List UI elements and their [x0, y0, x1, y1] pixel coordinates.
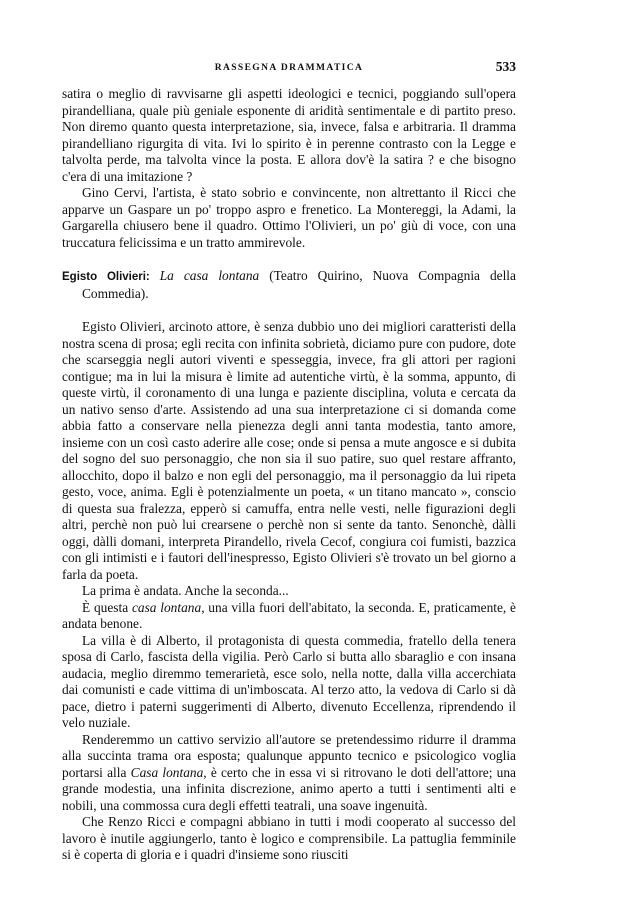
paragraph-5-text-b: , una villa fuori dell'abitato, la seconda. E, praticamente, è andata benone.	[62, 599, 516, 631]
review-heading	[62, 268, 516, 302]
page-header	[62, 59, 516, 79]
paragraph-6: La villa è di Alberto, il protagonista di questa commedia, fratello della tenera sposa di Carlo, fascista della vigilia. Però Carlo si butta allo sbaraglio e con insana audacia, meglio diremmo temerarietà, esce solo, nella notte, dalla villa accerchiata dai comunisti e cade vittima di un'imboscata. Al terzo atto, la vedova di Carlo si dà pace, dietro i paterni suggerimenti di Alberto, divenuto Eccellenza, riprendendo il velo nuziale.	[62, 632, 516, 730]
page-number: 533	[495, 59, 516, 74]
review-venue: (Teatro Quirino, Nuova Compagnia della Commedia).	[82, 268, 516, 301]
article-body	[62, 86, 516, 864]
paragraph-7-italic: Casa lontana	[130, 764, 204, 780]
paragraph-2: Gino Cervi, l'artista, è stato sobrio e convincente, non altrettanto il Ricci che apparve un Gaspare un po' troppo aspro e frenetico. La Montereggi, la Adami, la Gargarella chiusero bene il quadro. Ottimo l'Olivieri, un po' giù di voce, con una truccatura felicissima e un tratto ammirevole.	[62, 185, 516, 250]
paragraph-4: La prima è andata. Anche la seconda...	[82, 583, 289, 598]
paragraph-5	[62, 600, 516, 633]
paragraph-7-text-b: , è certo che in essa vi si ritrovano le doti dell'attore; una grande modestia, una infinita discrezione, animo aperto a tutti i sentimenti alti e nobili, una commossa cura degli effetti teatrali, una soave ingenuità.	[62, 764, 516, 813]
running-title: RASSEGNA DRAMMATICA	[214, 63, 364, 73]
paragraph-3: Egisto Olivieri, arcinoto attore, è senza dubbio uno dei migliori caratteristi della nostra scena di prosa; egli recita con infinita sobrietà, diciamo pure con pudore, dote che scarseggia negli autori viventi e spesseggia, invece, fra gli attori per ragioni contigue; ma in lui la misura è limite ad autentiche virtù, è la somma, appunto, di queste virtù, il coronamento di una lunga e paziente disciplina, voluta e cercata da un nativo senso d'arte. Assistendo ad una sua interpretazione ci si domanda come abbia fatto a conservare nella pienezza degli anni tanta modestia, tanto amore, insieme con un così casto aderire alle cose; onde si pensa a mute angosce e si dubita del sogno del suo personaggio, che non sia il suo patire, suo quel restare affranto, allocchito, dopo il balzo e non egli del personaggio, ma il personaggio da lui ripeta gesto, voce, anima. Egli è potenzialmente un poeta, « un titano mancato », conscio di questa sua fralezza, epperò si camuffa, entra nelle vesti, nelle figurazioni degli altri, perchè non può lui crearsene o perchè non si sente da tanto. Senonchè, dàlli oggi, dàlli domani, interpreta Pirandello, rivela Cecof, congiura coi fumisti, bazzica con gli intimisti e i fautori dell'inespresso, Egisto Olivieri s'è trovato un bel giorno a farla da poeta.	[62, 319, 516, 582]
paragraph-5-text-a: È questa	[82, 599, 129, 615]
paragraph-8: Che Renzo Ricci e compagni abbiano in tutti i modi cooperato al successo del lavoro è inutile aggiungerlo, tanto è logico e comprensibile. La pattuglia femminile si è coperta di gloria e i quadri d'insieme sono riusciti	[62, 814, 516, 862]
review-author: Egisto Olivieri:	[62, 271, 150, 283]
paragraph-5-italic: casa lontana	[131, 599, 202, 615]
paragraph-7	[62, 732, 516, 815]
review-play-title: La casa lontana	[159, 268, 260, 283]
paragraph-7-text-a: Renderemmo un cattivo servizio all'autore se pretendessimo ridurre il dramma alla succinta trama ora esposta; qualunque appunto tecnico e psicologico voglia portarsi alla	[62, 731, 516, 780]
paragraph-1: satira o meglio di ravvisarne gli aspetti ideologici e tecnici, poggiando sull'opera pirandelliana, quale più geniale esponente di aridità sentimentale e di partito preso. Non diremo quanto questa interpretazione, sia, invece, falsa e arbitraria. Il dramma pirandelliano rigurgita di vita. Ivi lo spirito è in perenne contrasto con la Legge e talvolta perde, ma talvolta vince la posta. E allora dov'è la satira ? e che bisogno c'era di una imitazione ?	[62, 86, 516, 184]
